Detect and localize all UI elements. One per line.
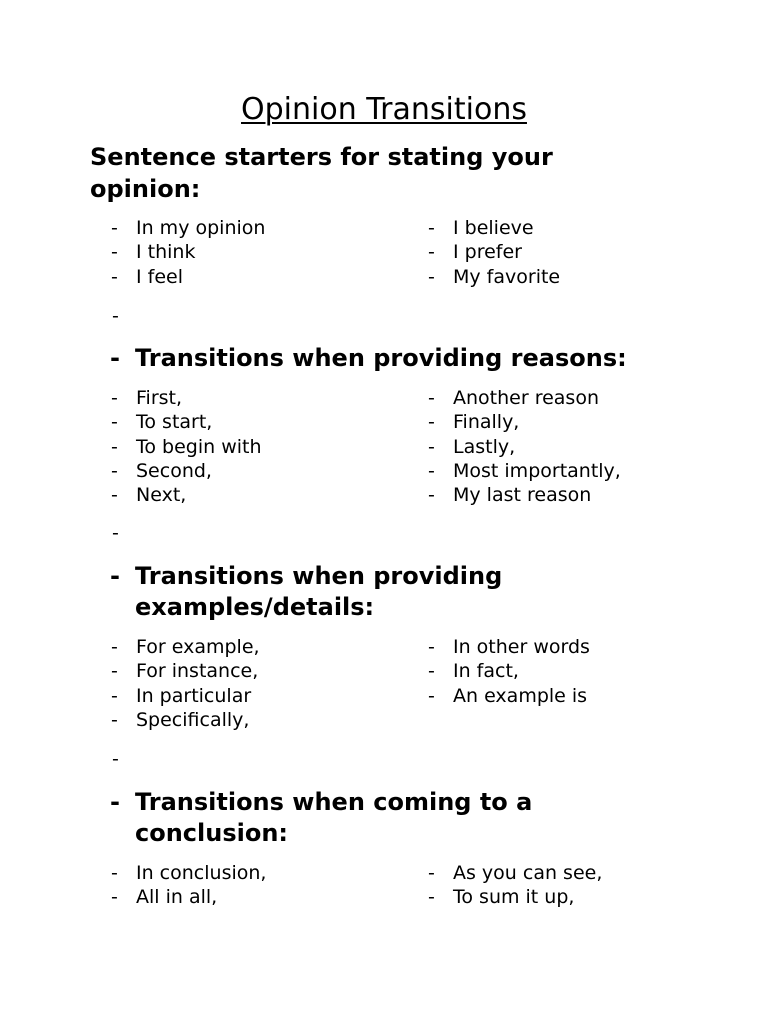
list-item: - I feel	[111, 265, 183, 288]
examples-heading	[110, 561, 690, 623]
bullet-dash: -	[111, 387, 118, 409]
bullet-dash: -	[428, 660, 435, 683]
list-item: - To start,	[111, 411, 213, 434]
reasons-right-list	[428, 386, 621, 507]
conclusion-right-list	[428, 861, 602, 910]
list-item: - All in all,	[111, 886, 218, 909]
conclusion-left-list	[111, 861, 266, 910]
bullet-dash: -	[111, 708, 118, 731]
reasons-left-list	[111, 386, 262, 507]
bullet-dash: -	[111, 636, 118, 658]
bullet-dash: -	[428, 684, 435, 707]
opinion-starters-right-list	[428, 216, 560, 289]
bullet-dash: -	[428, 387, 435, 409]
list-item: - For instance,	[111, 660, 259, 683]
list-item: - As you can see,	[428, 862, 603, 884]
list-item: - I believe	[428, 217, 534, 239]
conclusion-heading	[110, 787, 690, 849]
list-item: - I think	[111, 241, 196, 264]
list-item: - Finally,	[428, 411, 520, 434]
empty-bullet: -	[112, 522, 119, 544]
examples-right-list	[428, 635, 590, 708]
bullet-dash: -	[428, 636, 435, 658]
bullet-dash: -	[111, 684, 118, 707]
list-item: - First,	[111, 387, 183, 409]
list-item: - My last reason	[428, 484, 592, 507]
list-item: - Most importantly,	[428, 459, 621, 482]
bullet-dash: -	[111, 435, 118, 458]
bullet-dash: -	[111, 217, 118, 239]
list-item: - Another reason	[428, 387, 599, 409]
bullet-dash: -	[111, 265, 118, 288]
bullet-dash: -	[428, 459, 435, 482]
conclusion-heading-text: Transitions when coming to a conclusion:	[135, 788, 533, 847]
heading-dash: -	[110, 788, 120, 816]
list-item: - In particular	[111, 684, 252, 707]
bullet-dash: -	[428, 435, 435, 458]
list-item: - For example,	[111, 636, 260, 658]
list-item: - Next,	[111, 484, 187, 507]
heading-dash: -	[110, 562, 120, 590]
list-item: - Second,	[111, 459, 212, 482]
reasons-heading	[110, 343, 690, 374]
examples-left-list	[111, 635, 260, 732]
empty-bullet: -	[112, 748, 119, 770]
bullet-dash: -	[428, 862, 435, 884]
list-item: - To begin with	[111, 435, 262, 458]
list-item: - In my opinion	[111, 217, 266, 239]
reasons-heading-text: Transitions when providing reasons:	[135, 344, 627, 372]
bullet-dash: -	[111, 459, 118, 482]
bullet-dash: -	[111, 862, 118, 884]
bullet-dash: -	[111, 241, 118, 264]
intro-heading: Sentence starters for stating your opinion:	[90, 143, 553, 203]
list-item: - In conclusion,	[111, 862, 267, 884]
page-title: Opinion Transitions	[241, 92, 527, 127]
opinion-starters-left-list	[111, 216, 265, 289]
examples-heading-text: Transitions when providing examples/details:	[135, 562, 503, 621]
bullet-dash: -	[428, 265, 435, 288]
list-item: - I prefer	[428, 241, 522, 264]
bullet-dash: -	[111, 484, 118, 507]
list-item: - Lastly,	[428, 435, 516, 458]
bullet-dash: -	[428, 411, 435, 434]
list-item: - My favorite	[428, 265, 561, 288]
list-item: - In fact,	[428, 660, 519, 683]
list-item: - An example is	[428, 684, 588, 707]
empty-bullet: -	[112, 305, 119, 327]
list-item: - Specifically,	[111, 708, 250, 731]
bullet-dash: -	[428, 241, 435, 264]
heading-dash: -	[110, 344, 120, 372]
bullet-dash: -	[428, 217, 435, 239]
bullet-dash: -	[111, 411, 118, 434]
bullet-dash: -	[111, 660, 118, 683]
list-item: - In other words	[428, 636, 590, 658]
list-item: - To sum it up,	[428, 886, 575, 909]
bullet-dash: -	[428, 484, 435, 507]
bullet-dash: -	[111, 886, 118, 909]
bullet-dash: -	[428, 886, 435, 909]
